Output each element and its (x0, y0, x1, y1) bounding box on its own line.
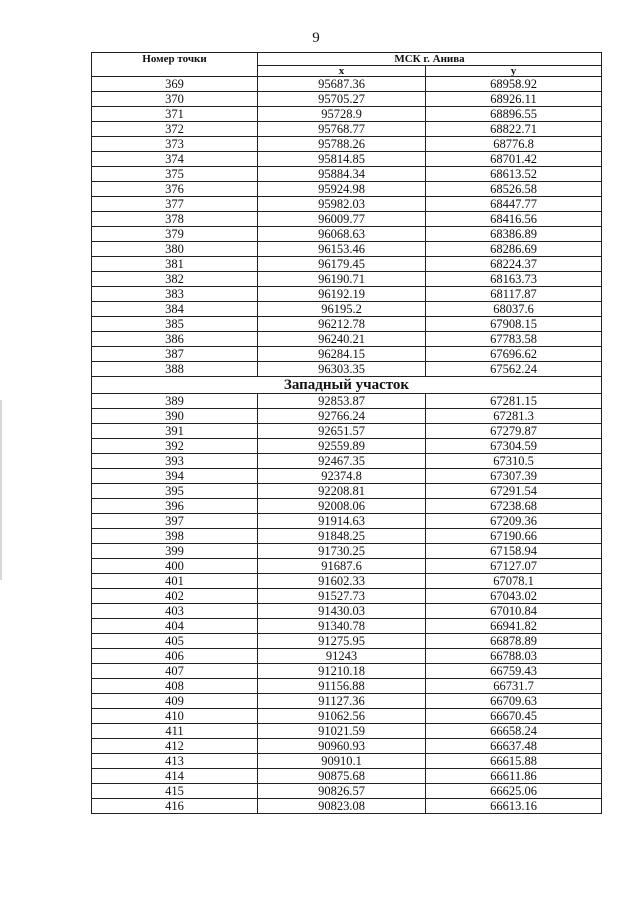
y-coordinate-cell: 66788.03 (426, 649, 602, 664)
x-coordinate-cell: 95728.9 (258, 107, 426, 122)
point-number-cell: 385 (92, 317, 258, 332)
x-coordinate-cell: 90910.1 (258, 754, 426, 769)
point-number-cell: 402 (92, 589, 258, 604)
x-coordinate-cell: 92651.57 (258, 424, 426, 439)
y-coordinate-cell: 66878.89 (426, 634, 602, 649)
y-coordinate-cell: 66637.48 (426, 739, 602, 754)
table-row (92, 529, 602, 544)
y-coordinate-cell: 68386.89 (426, 227, 602, 242)
point-number-cell: 384 (92, 302, 258, 317)
table-row (92, 664, 602, 679)
x-coordinate-cell: 95814.85 (258, 152, 426, 167)
x-coordinate-cell: 91430.03 (258, 604, 426, 619)
x-coordinate-cell: 95768.77 (258, 122, 426, 137)
point-number-cell: 415 (92, 784, 258, 799)
point-number-cell: 374 (92, 152, 258, 167)
x-coordinate-cell: 91602.33 (258, 574, 426, 589)
x-coordinate-cell: 90823.08 (258, 799, 426, 814)
point-number-cell: 371 (92, 107, 258, 122)
y-coordinate-cell: 67158.94 (426, 544, 602, 559)
table-row (92, 724, 602, 739)
y-coordinate-cell: 67209.36 (426, 514, 602, 529)
y-coordinate-cell: 68224.37 (426, 257, 602, 272)
y-coordinate-cell: 67281.3 (426, 409, 602, 424)
y-coordinate-cell: 67696.62 (426, 347, 602, 362)
table-row (92, 227, 602, 242)
point-number-cell: 416 (92, 799, 258, 814)
y-coordinate-cell: 67783.58 (426, 332, 602, 347)
point-number-cell: 406 (92, 649, 258, 664)
x-coordinate-cell: 92374.8 (258, 469, 426, 484)
point-number-cell: 379 (92, 227, 258, 242)
point-number-cell: 388 (92, 362, 258, 377)
point-number-cell: 410 (92, 709, 258, 724)
x-coordinate-cell: 91914.63 (258, 514, 426, 529)
table-row (92, 332, 602, 347)
table-row (92, 469, 602, 484)
table-row (92, 409, 602, 424)
table-row (92, 197, 602, 212)
point-number-cell: 393 (92, 454, 258, 469)
table-row (92, 242, 602, 257)
point-number-cell: 377 (92, 197, 258, 212)
point-number-cell: 397 (92, 514, 258, 529)
table-row (92, 784, 602, 799)
x-coordinate-cell: 91243 (258, 649, 426, 664)
table-row (92, 514, 602, 529)
table-row (92, 77, 602, 92)
y-coordinate-cell: 67307.39 (426, 469, 602, 484)
table-row (92, 649, 602, 664)
y-coordinate-cell: 68958.92 (426, 77, 602, 92)
y-coordinate-cell: 68416.56 (426, 212, 602, 227)
y-coordinate-cell: 68613.52 (426, 167, 602, 182)
table-row (92, 302, 602, 317)
point-number-cell: 394 (92, 469, 258, 484)
y-coordinate-cell: 68037.6 (426, 302, 602, 317)
x-coordinate-cell: 95687.36 (258, 77, 426, 92)
point-number-cell: 375 (92, 167, 258, 182)
y-coordinate-cell: 67010.84 (426, 604, 602, 619)
y-coordinate-cell: 68286.69 (426, 242, 602, 257)
x-coordinate-cell: 91848.25 (258, 529, 426, 544)
header-x: x (258, 66, 426, 77)
table-row (92, 167, 602, 182)
y-coordinate-cell: 66611.86 (426, 769, 602, 784)
table-row (92, 709, 602, 724)
point-number-cell: 413 (92, 754, 258, 769)
table-row (92, 769, 602, 784)
x-coordinate-cell: 91730.25 (258, 544, 426, 559)
point-number-cell: 404 (92, 619, 258, 634)
x-coordinate-cell: 92766.24 (258, 409, 426, 424)
table-row (92, 454, 602, 469)
point-number-cell: 403 (92, 604, 258, 619)
x-coordinate-cell: 91275.95 (258, 634, 426, 649)
table-row (92, 362, 602, 377)
point-number-cell: 389 (92, 394, 258, 409)
table-row (92, 287, 602, 302)
y-coordinate-cell: 66625.06 (426, 784, 602, 799)
x-coordinate-cell: 95924.98 (258, 182, 426, 197)
section-row (92, 377, 602, 394)
y-coordinate-cell: 67304.59 (426, 439, 602, 454)
point-number-cell: 387 (92, 347, 258, 362)
point-number-cell: 392 (92, 439, 258, 454)
point-number-cell: 412 (92, 739, 258, 754)
y-coordinate-cell: 67078.1 (426, 574, 602, 589)
table-row (92, 137, 602, 152)
table-row (92, 394, 602, 409)
table-row (92, 589, 602, 604)
table-row (92, 604, 602, 619)
x-coordinate-cell: 95884.34 (258, 167, 426, 182)
table-row (92, 257, 602, 272)
y-coordinate-cell: 67279.87 (426, 424, 602, 439)
y-coordinate-cell: 66709.63 (426, 694, 602, 709)
point-number-cell: 407 (92, 664, 258, 679)
table-row (92, 619, 602, 634)
table-row (92, 739, 602, 754)
point-number-cell: 386 (92, 332, 258, 347)
point-number-cell: 380 (92, 242, 258, 257)
x-coordinate-cell: 96240.21 (258, 332, 426, 347)
table-body-part2 (92, 394, 602, 814)
section-title: Западный участок (92, 377, 602, 394)
y-coordinate-cell: 68447.77 (426, 197, 602, 212)
point-number-cell: 401 (92, 574, 258, 589)
y-coordinate-cell: 68776.8 (426, 137, 602, 152)
table-row (92, 424, 602, 439)
y-coordinate-cell: 67291.54 (426, 484, 602, 499)
x-coordinate-cell: 91127.36 (258, 694, 426, 709)
table-row (92, 634, 602, 649)
y-coordinate-cell: 66731.7 (426, 679, 602, 694)
point-number-cell: 382 (92, 272, 258, 287)
point-number-cell: 400 (92, 559, 258, 574)
x-coordinate-cell: 92008.06 (258, 499, 426, 514)
y-coordinate-cell: 67281.15 (426, 394, 602, 409)
x-coordinate-cell: 96284.15 (258, 347, 426, 362)
point-number-cell: 378 (92, 212, 258, 227)
y-coordinate-cell: 67043.02 (426, 589, 602, 604)
x-coordinate-cell: 91156.88 (258, 679, 426, 694)
table-row (92, 694, 602, 709)
y-coordinate-cell: 68926.11 (426, 92, 602, 107)
point-number-cell: 408 (92, 679, 258, 694)
table-row (92, 317, 602, 332)
point-number-cell: 372 (92, 122, 258, 137)
table-row (92, 212, 602, 227)
point-number-cell: 414 (92, 769, 258, 784)
point-number-cell: 409 (92, 694, 258, 709)
table-row (92, 544, 602, 559)
point-number-cell: 381 (92, 257, 258, 272)
x-coordinate-cell: 90960.93 (258, 739, 426, 754)
x-coordinate-cell: 96190.71 (258, 272, 426, 287)
y-coordinate-cell: 66941.82 (426, 619, 602, 634)
y-coordinate-cell: 68117.87 (426, 287, 602, 302)
table-row (92, 799, 602, 814)
table-body-part1 (92, 77, 602, 377)
x-coordinate-cell: 91210.18 (258, 664, 426, 679)
table-row (92, 439, 602, 454)
point-number-cell: 390 (92, 409, 258, 424)
x-coordinate-cell: 91062.56 (258, 709, 426, 724)
table-row (92, 182, 602, 197)
point-number-cell: 391 (92, 424, 258, 439)
header-coordinate-system: МСК г. Анива (258, 53, 602, 66)
x-coordinate-cell: 92853.87 (258, 394, 426, 409)
point-number-cell: 369 (92, 77, 258, 92)
x-coordinate-cell: 91687.6 (258, 559, 426, 574)
table-row (92, 152, 602, 167)
y-coordinate-cell: 67310.5 (426, 454, 602, 469)
point-number-cell: 370 (92, 92, 258, 107)
table-row (92, 107, 602, 122)
point-number-cell: 395 (92, 484, 258, 499)
y-coordinate-cell: 67190.66 (426, 529, 602, 544)
x-coordinate-cell: 96212.78 (258, 317, 426, 332)
y-coordinate-cell: 67908.15 (426, 317, 602, 332)
table-row (92, 574, 602, 589)
x-coordinate-cell: 91021.59 (258, 724, 426, 739)
y-coordinate-cell: 68822.71 (426, 122, 602, 137)
y-coordinate-cell: 68163.73 (426, 272, 602, 287)
x-coordinate-cell: 95788.26 (258, 137, 426, 152)
x-coordinate-cell: 92559.89 (258, 439, 426, 454)
coordinates-table (91, 52, 602, 814)
table-row (92, 347, 602, 362)
x-coordinate-cell: 95705.27 (258, 92, 426, 107)
x-coordinate-cell: 96068.63 (258, 227, 426, 242)
section-header (92, 377, 602, 394)
y-coordinate-cell: 66615.88 (426, 754, 602, 769)
y-coordinate-cell: 66670.45 (426, 709, 602, 724)
x-coordinate-cell: 96179.45 (258, 257, 426, 272)
point-number-cell: 376 (92, 182, 258, 197)
y-coordinate-cell: 66613.16 (426, 799, 602, 814)
point-number-cell: 411 (92, 724, 258, 739)
x-coordinate-cell: 96195.2 (258, 302, 426, 317)
x-coordinate-cell: 96153.46 (258, 242, 426, 257)
table-row (92, 754, 602, 769)
point-number-cell: 398 (92, 529, 258, 544)
table-row (92, 484, 602, 499)
y-coordinate-cell: 67127.07 (426, 559, 602, 574)
x-coordinate-cell: 90826.57 (258, 784, 426, 799)
x-coordinate-cell: 95982.03 (258, 197, 426, 212)
table-row (92, 559, 602, 574)
table-row (92, 679, 602, 694)
table-row (92, 92, 602, 107)
y-coordinate-cell: 66759.43 (426, 664, 602, 679)
table-row (92, 122, 602, 137)
y-coordinate-cell: 67562.24 (426, 362, 602, 377)
x-coordinate-cell: 90875.68 (258, 769, 426, 784)
page-number: 9 (312, 30, 320, 46)
table-row (92, 499, 602, 514)
x-coordinate-cell: 92467.35 (258, 454, 426, 469)
x-coordinate-cell: 91527.73 (258, 589, 426, 604)
x-coordinate-cell: 96009.77 (258, 212, 426, 227)
y-coordinate-cell: 68896.55 (426, 107, 602, 122)
header-point-number: Номер точки (92, 53, 258, 77)
x-coordinate-cell: 92208.81 (258, 484, 426, 499)
y-coordinate-cell: 67238.68 (426, 499, 602, 514)
point-number-cell: 399 (92, 544, 258, 559)
header-y: y (426, 66, 602, 77)
table-row (92, 272, 602, 287)
point-number-cell: 396 (92, 499, 258, 514)
point-number-cell: 373 (92, 137, 258, 152)
y-coordinate-cell: 66658.24 (426, 724, 602, 739)
scan-edge-mark (0, 400, 2, 580)
x-coordinate-cell: 96192.19 (258, 287, 426, 302)
y-coordinate-cell: 68701.42 (426, 152, 602, 167)
point-number-cell: 405 (92, 634, 258, 649)
table-header (92, 53, 602, 77)
point-number-cell: 383 (92, 287, 258, 302)
x-coordinate-cell: 96303.35 (258, 362, 426, 377)
x-coordinate-cell: 91340.78 (258, 619, 426, 634)
y-coordinate-cell: 68526.58 (426, 182, 602, 197)
